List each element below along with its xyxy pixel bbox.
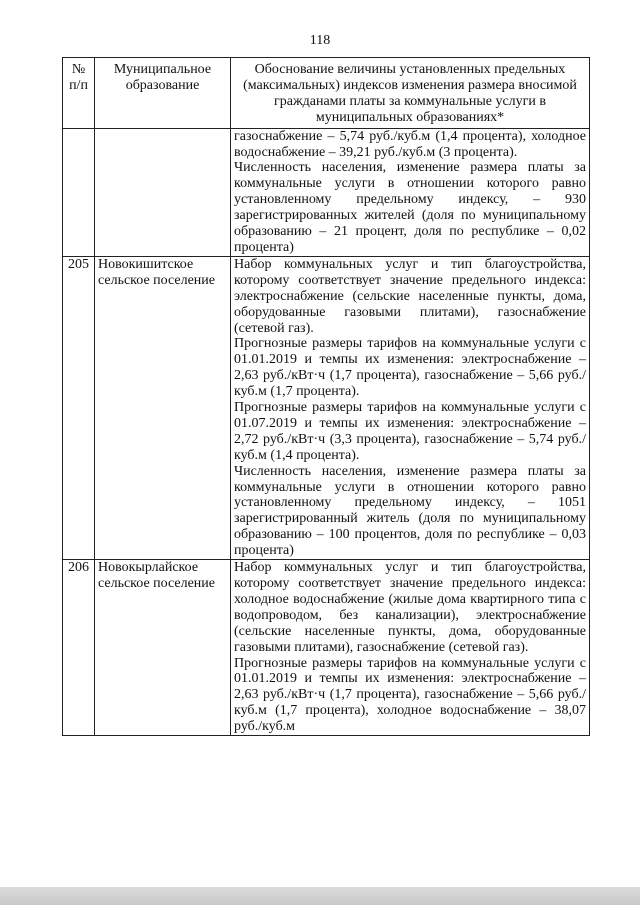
row-municipality xyxy=(95,128,231,256)
row-municipality: Новокырлайское сельское поселение xyxy=(95,560,231,736)
header-number: № п/п xyxy=(63,58,95,129)
justification-paragraph: Прогнозные размеры тарифов на коммунальные услуги с 01.01.2019 и темпы их изменения: электроснабжение – 2,63 руб./кВт·ч (1,7 процента), газоснабжение – 5,66 руб./куб.м (1,7 процента), холодное водоснабжение – 38,07 руб./куб.м xyxy=(234,655,586,735)
scan-bottom-edge xyxy=(0,887,640,905)
justification-paragraph: Прогнозные размеры тарифов на коммунальные услуги с 01.07.2019 и темпы их изменения: электроснабжение – 2,72 руб./кВт·ч (3,3 процента), газоснабжение – 5,74 руб./куб.м (1,4 процента). xyxy=(234,400,586,463)
table-row xyxy=(63,128,590,256)
header-justification: Обоснование величины установленных предельных (максимальных) индексов изменения размера вносимой гражданами платы за коммунальные услуги в муниципальных образованиях* xyxy=(231,58,590,129)
row-justification xyxy=(231,256,590,559)
table-header-row xyxy=(63,58,590,129)
row-number xyxy=(63,128,95,256)
justification-paragraph: Численность населения, изменение размера платы за коммунальные услуги в отношении которого равно установленному предельному индексу, – 1051 зарегистрированный житель (доля по муниципальному образованию – 100 процентов, доля по республике – 0,03 процента) xyxy=(234,463,586,559)
justification-paragraph: Численность населения, изменение размера платы за коммунальные услуги в отношении которого равно установленному предельному индексу, – 930 зарегистрированных жителей (доля по муниципальному образованию – 21 процент, доля по республике – 0,02 процента) xyxy=(234,160,586,255)
justification-paragraph: Набор коммунальных услуг и тип благоустройства, которому соответствует значение предельного индекса: электроснабжение (сельские населенные пункты, дома, оборудованные газовыми плитами), газоснабжение (сетевой газ). xyxy=(234,256,586,336)
row-number: 205 xyxy=(63,256,95,559)
row-justification xyxy=(231,560,590,736)
table-row xyxy=(63,560,590,736)
table-row xyxy=(63,256,590,559)
row-municipality: Новокишитское сельское поселение xyxy=(95,256,231,559)
justification-paragraph: Прогнозные размеры тарифов на коммунальные услуги с 01.01.2019 и темпы их изменения: электроснабжение – 2,63 руб./кВт·ч (1,7 процента), газоснабжение – 5,66 руб./куб.м (1,7 процента). xyxy=(234,336,586,400)
justification-paragraph: газоснабжение – 5,74 руб./куб.м (1,4 процента), холодное водоснабжение – 39,21 руб./куб.м (3 процента). xyxy=(234,128,586,160)
row-justification xyxy=(231,128,590,256)
tariff-table xyxy=(62,57,590,736)
row-number: 206 xyxy=(63,560,95,736)
page-number: 118 xyxy=(309,33,331,48)
header-municipality: Муниципальное образование xyxy=(95,58,231,129)
justification-paragraph: Набор коммунальных услуг и тип благоустройства, которому соответствует значение предельного индекса: холодное водоснабжение (жилые дома квартирного типа с водопроводом, без канализации), электроснабжение (сельские населенные пункты, дома, оборудованные газовыми плитами), газоснабжение (сетевой газ). xyxy=(234,560,586,655)
